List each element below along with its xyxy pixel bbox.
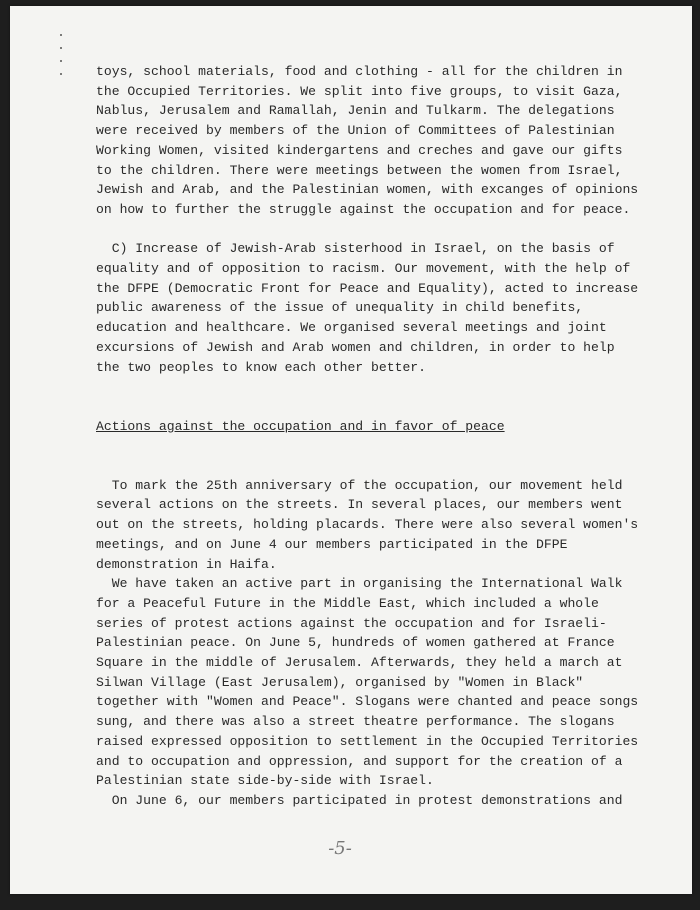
margin-mark xyxy=(60,47,62,49)
text-line: on how to further the struggle against the occupation and for peace. xyxy=(96,201,631,217)
margin-mark xyxy=(60,60,62,62)
paragraph-spacer xyxy=(96,220,656,240)
paragraph-spacer xyxy=(96,397,656,417)
text-line: together with "Women and Peace". Slogans were chanted and peace songs xyxy=(96,694,639,710)
text-line: excursions of Jewish and Arab women and children, in order to help xyxy=(96,339,615,355)
text-line: to the children. There were meetings between the women from Israel, xyxy=(96,162,623,178)
text-line: sung, and there was also a street theatre performance. The slogans xyxy=(96,714,615,730)
text-line: We have taken an active part in organising the International Walk xyxy=(96,576,623,592)
text-line: toys, school materials, food and clothing - all for the children in xyxy=(96,64,623,79)
text-line: On June 6, our members participated in protest demonstrations and xyxy=(96,792,623,808)
margin-mark xyxy=(60,34,62,36)
margin-punch-marks xyxy=(60,34,64,86)
text-line: several actions on the streets. In several places, our members went xyxy=(96,497,623,513)
text-line: equality and of opposition to racism. Our movement, with the help of xyxy=(96,261,631,277)
text-line: Square in the middle of Jerusalem. Afterwards, they held a march at xyxy=(96,655,623,671)
paragraph-international-walk xyxy=(96,574,656,791)
text-line: Palestinian peace. On June 5, hundreds of women gathered at France xyxy=(96,635,615,651)
text-line: the two peoples to know each other better. xyxy=(96,359,427,375)
text-line: Palestinian state side-by-side with Israel. xyxy=(96,773,434,789)
page-number-text: -5- xyxy=(328,838,352,859)
text-line: Jewish and Arab, and the Palestinian women, with excanges of opinions xyxy=(96,182,639,198)
text-line: public awareness of the issue of unequality in child benefits, xyxy=(96,300,584,316)
text-line: raised expressed opposition to settlement in the Occupied Territories xyxy=(96,733,639,749)
text-line: To mark the 25th anniversary of the occupation, our movement held xyxy=(96,477,623,493)
text-line: Working Women, visited kindergartens and creches and gave our gifts xyxy=(96,142,623,158)
text-line: Silwan Village (East Jerusalem), organised by "Women in Black" xyxy=(96,674,584,690)
text-line: were received by members of the Union of Committees of Palestinian xyxy=(96,123,615,139)
text-line: Nablus, Jerusalem and Ramallah, Jenin and Tulkarm. The delegations xyxy=(96,103,615,119)
page-number xyxy=(310,838,370,868)
paragraph-sisterhood xyxy=(96,239,656,377)
text-line: series of protest actions against the occupation and for Israeli- xyxy=(96,615,607,631)
paragraph-spacer xyxy=(96,456,656,476)
document-page xyxy=(10,6,692,894)
text-line: the DFPE (Democratic Front for Peace and Equality), acted to increase xyxy=(96,280,639,296)
margin-mark xyxy=(60,73,62,75)
text-line: education and healthcare. We organised several meetings and joint xyxy=(96,320,607,336)
text-line: meetings, and on June 4 our members participated in the DFPE xyxy=(96,536,568,552)
paragraph-anniversary xyxy=(96,476,656,575)
paragraph-gifts-delegations xyxy=(96,62,656,220)
paragraph-spacer xyxy=(96,436,656,456)
paragraph-june-6 xyxy=(96,791,656,811)
text-line: out on the streets, holding placards. There were also several women's xyxy=(96,517,639,533)
text-line: demonstration in Haifa. xyxy=(96,556,277,572)
section-heading: Actions against the occupation and in favor of peace xyxy=(96,418,505,434)
text-line: and to occupation and oppression, and support for the creation of a xyxy=(96,753,623,769)
text-line: for a Peaceful Future in the Middle East, which included a whole xyxy=(96,595,599,611)
paragraph-spacer xyxy=(96,377,656,397)
text-line: C) Increase of Jewish-Arab sisterhood in Israel, on the basis of xyxy=(96,241,615,257)
text-line: the Occupied Territories. We split into five groups, to visit Gaza, xyxy=(96,83,623,99)
document-body xyxy=(96,62,656,811)
